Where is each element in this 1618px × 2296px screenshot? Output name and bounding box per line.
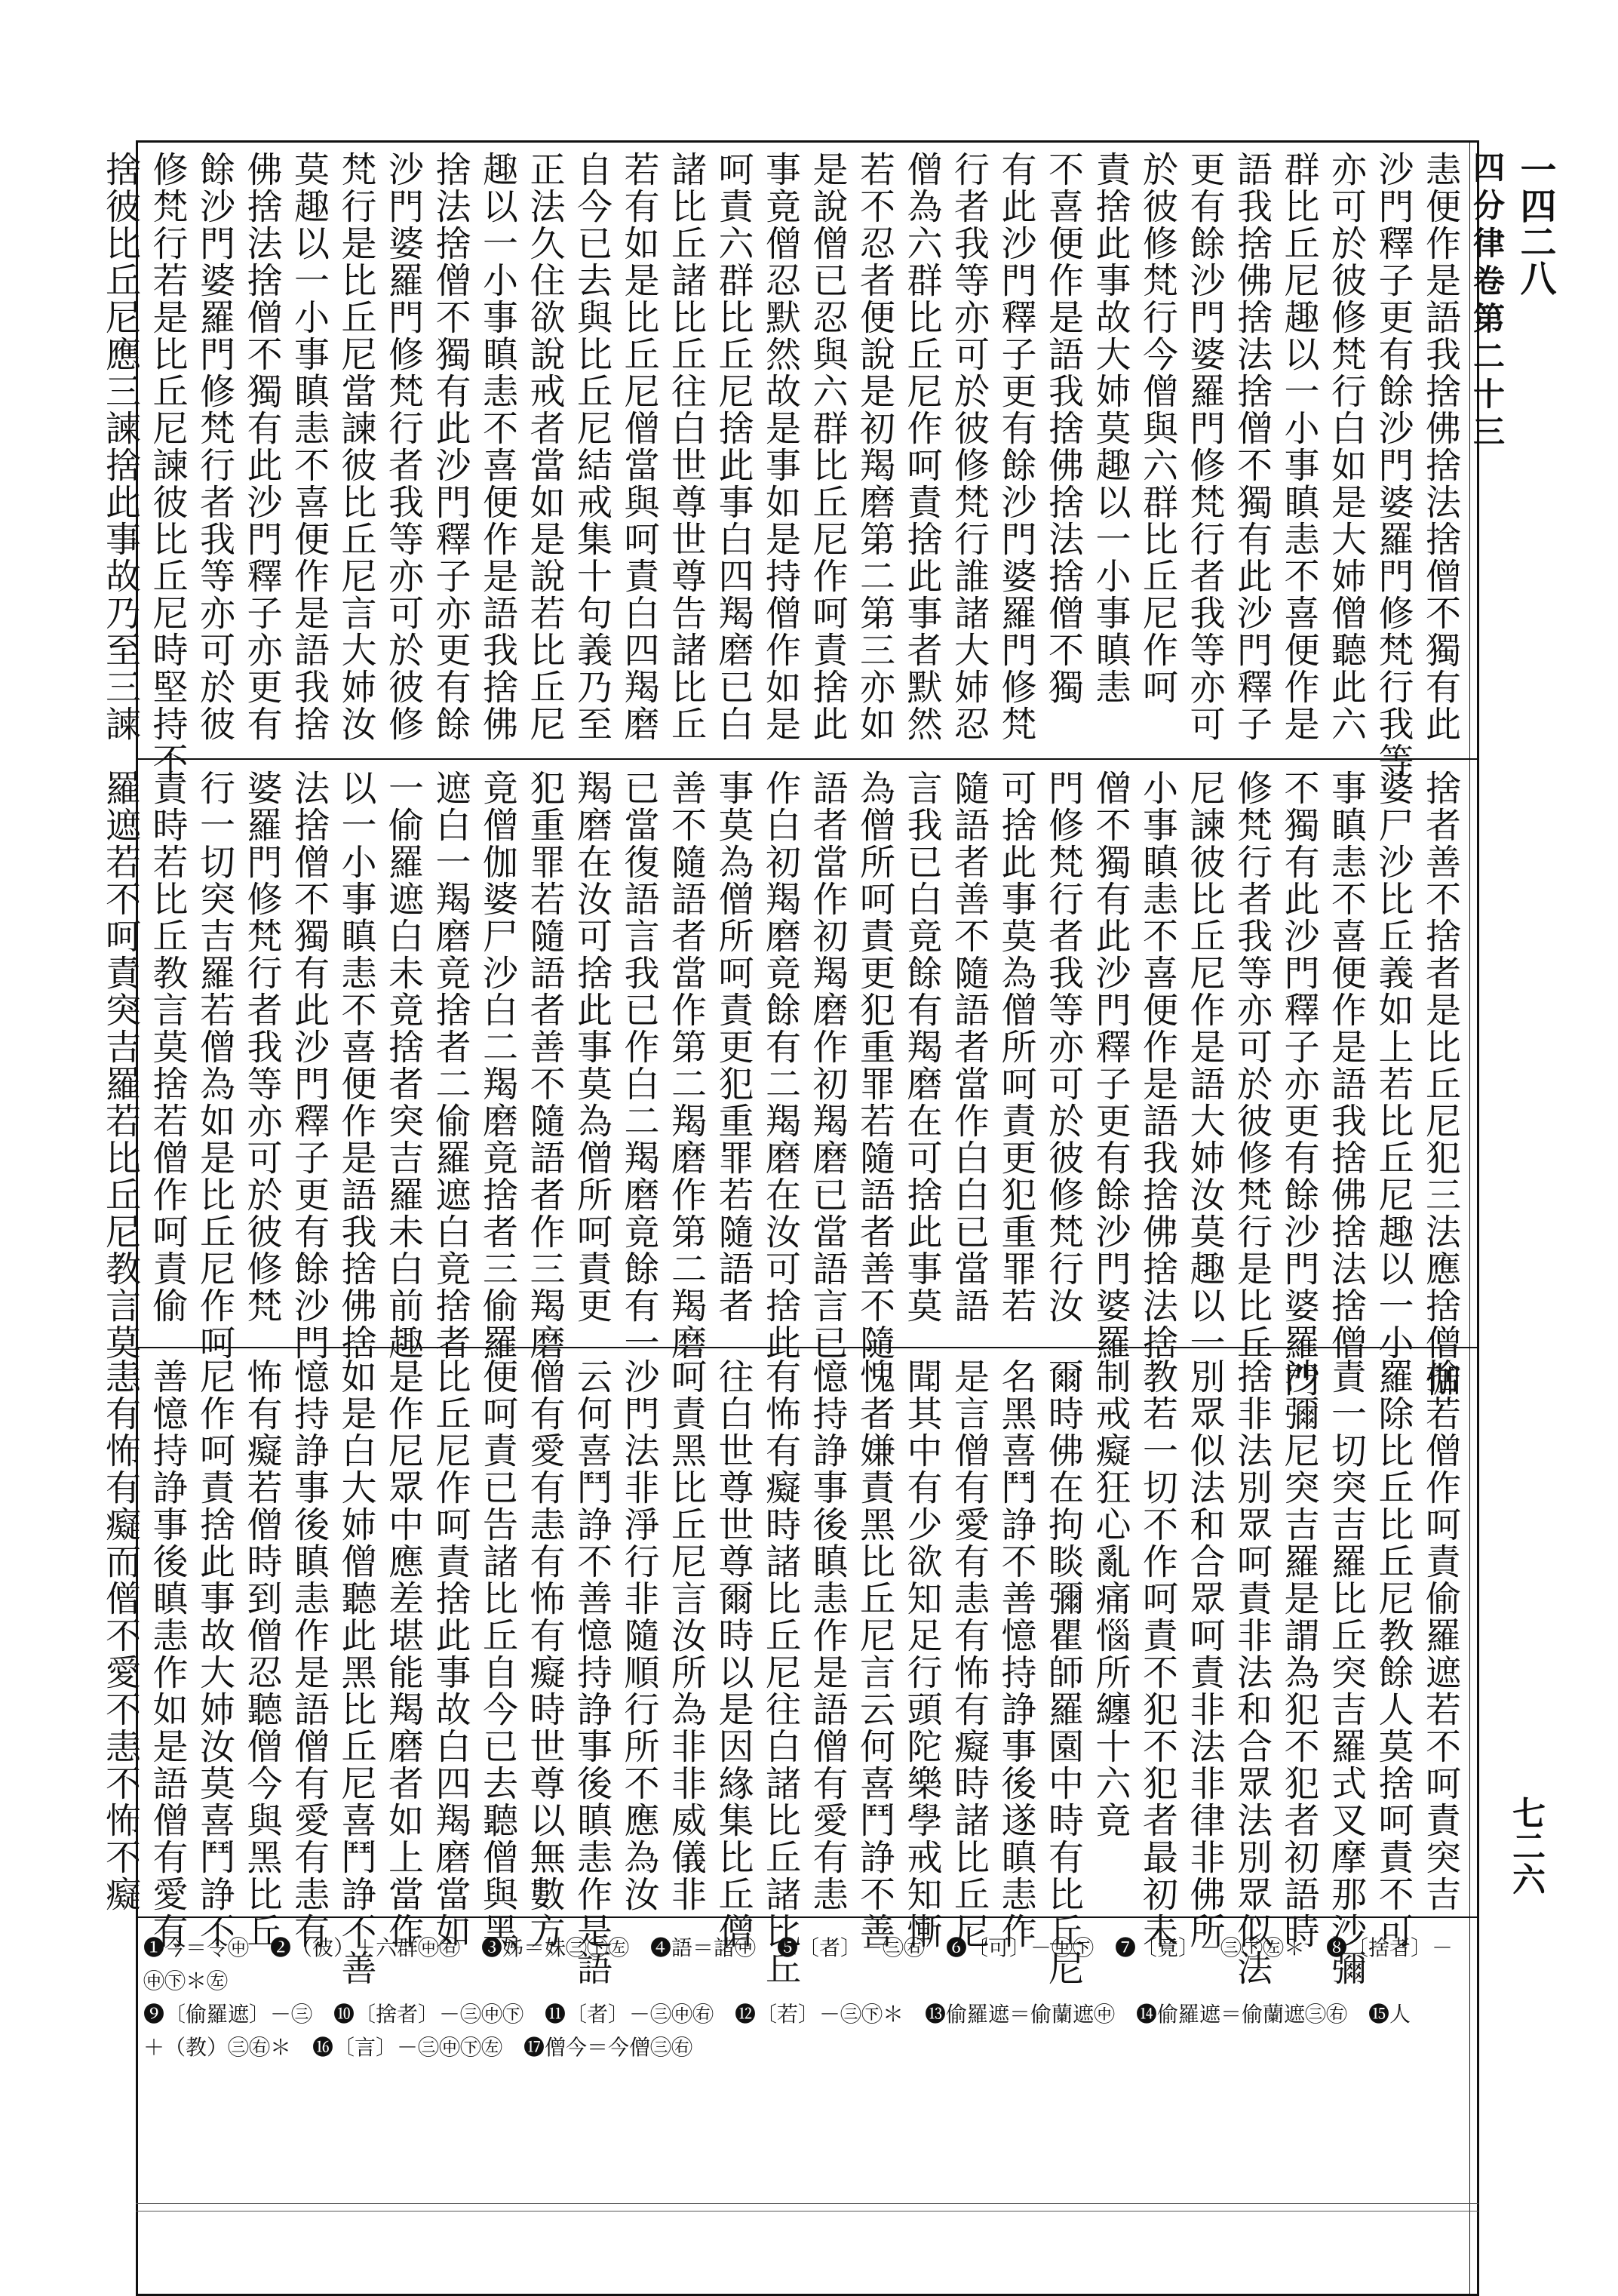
section-bottom-text: 捨若僧作呵責偷羅遮若不呵責突吉 羅除比丘比丘尼教餘人莫捨呵責不可 責一切突吉羅比丘突吉羅式叉摩那沙彌 沙彌尼突吉羅是謂為犯不犯者初語時 捨非法別眾呵責非法和合眾法別眾似法 別眾似法和合眾呵責非法非律非佛所 教若一切不作呵責不犯不犯者最初未 制戒癡狂心亂痛惱所纏十六竟 爾時佛在拘睒彌瞿師羅園中時有比丘尼 名黑喜鬥諍不善憶持諍事後遂瞋恚作 是言僧有愛有恚有怖有癡時諸比丘尼 聞其中有少欲知足行頭陀樂學戒知慚 愧者嫌責黑比丘尼言云何喜鬥諍不善 憶持諍事後瞋恚作是語僧有愛有恚 有怖有癡時諸比丘尼往白諸比丘諸比丘 往白世尊世尊爾時以是因緣集比丘僧 呵責黑比丘尼言汝所為非非威儀非 沙門法非淨行非隨順行所不應為汝 云何喜鬥諍不善憶持諍事後瞋恚作是語 僧有愛有恚有怖有癡時世尊以無數方 便呵責已告諸比丘自今已去聽僧與黑 比丘尼作呵責捨此事故白四羯磨當如 是作尼眾中應差堪能羯磨者如上當作 如是白大姉僧聽此黑比丘尼喜鬥諍不善 憶持諍事後瞋恚作是語僧有愛有恚有 怖有癡若僧時到僧忍聽僧今與黑比丘 尼作呵責捨此事故大姉汝莫喜鬥諍不 善憶持諍事後瞋恚作如是語僧有愛有 恚有怖有癡而僧不愛不恚不怖不癡 — [100, 1358, 1461, 1987]
notes-divider — [136, 1916, 1478, 1918]
page-reference: 七二六 — [1506, 1796, 1545, 1895]
section-divider-1 — [136, 758, 1478, 760]
chapter-title: 四分律卷第二十三 — [1469, 151, 1506, 453]
outer-right-border — [1477, 140, 1479, 2296]
footer-rule-1 — [136, 2203, 1478, 2204]
text-section-bottom — [100, 1358, 1463, 1987]
running-header — [1469, 151, 1561, 453]
section-divider-2 — [136, 1347, 1478, 1348]
section-middle-text: 捨者善不捨者是比丘尼犯三法應捨僧伽 婆尸沙比丘義如上若比丘尼趣以一小 事瞋恚不喜便作是語我捨佛捨法捨僧 不獨有此沙門釋子亦更有餘沙門婆羅門 修梵行者我等亦可於彼修梵行是比丘 尼諫彼比丘尼作是語大姉汝莫趣以一 小事瞋恚不喜便作是語我捨佛捨法捨 僧不獨有此沙門釋子更有餘沙門婆羅 門修梵行者我等亦可於彼修梵行汝 可捨此事莫為僧所呵責更犯重罪若 隨語者善不隨語者當作白白已當語 言我已白竟餘有羯磨在可捨此事莫 為僧所呵責更犯重罪若隨語者善不隨 語者當作初羯磨作初羯磨已當語言已 作白初羯磨竟餘有二羯磨在汝可捨此 事莫為僧所呵責更犯重罪若隨語者 善不隨語者當作第二羯磨作第二羯磨 已當復語言我已作白二羯磨竟餘有一 羯磨在汝可捨此事莫為僧所呵責更 犯重罪若隨語者善不隨語者作三羯磨 竟僧伽婆尸沙白二羯磨竟捨者三偷羅 遮白一羯磨竟捨者二偷羅遮白竟捨者 一偷羅遮白未竟捨者突吉羅未白前趣 以一小事瞋恚不喜便作是語我捨佛捨 法捨僧不獨有此沙門釋子更有餘沙門 婆羅門修梵行者我等亦可於彼修梵 行一切突吉羅若僧為如是比丘尼作呵 責時若比丘教言莫捨若僧作呵責偷 羅遮若不呵責突吉羅若比丘尼教言莫 — [100, 770, 1461, 1398]
text-section-middle — [100, 770, 1463, 1398]
footnotes: ❶今＝令㊥ ❷（彼）＋六群㊥㊨ ❸姊＝妹㊂㊦㊧ ❹語＝諸㊥ ❺〔者〕－㊂㊨ ❻〔可〕－㊥㊦ ❼〔竟〕－㊂㊦㊧＊ ❽〔捨者〕－㊥㊦＊㊧ ❾〔偷羅遮〕－㊂ ❿〔捨者〕－㊂㊥㊦ ⓫〔者〕－㊂㊥㊨ ⓬〔若〕－㊂㊦＊ ⓭偷羅遮＝偷蘭遮㊥ ⓮偷羅遮＝偷蘭遮㊂㊨ ⓯人 ＋（教）㊂㊨＊ ⓰〔言〕－㊂㊥㊦㊧ ⓱僧今＝今僧㊂㊨ — [143, 1935, 1454, 2060]
text-section-top — [100, 151, 1463, 779]
page-number: 一四二八 — [1514, 151, 1556, 296]
outer-top-border — [136, 140, 1478, 143]
section-top-text: 恚便作是語我捨佛捨法捨僧不獨有此 沙門釋子更有餘沙門婆羅門修梵行我等 亦可於彼修梵行白如是大姉僧聽此六 群比丘尼趣以一小事瞋恚不喜便作是 語我捨佛捨法捨僧不獨有此沙門釋子 更有餘沙門婆羅門修梵行者我等亦可 於彼修梵行今僧與六群比丘尼作呵 責捨此事故大姉莫趣以一小事瞋恚 不喜便作是語我捨佛捨法捨僧不獨 有此沙門釋子更有餘沙門婆羅門修梵 行者我等亦可於彼修梵行誰諸大姉忍 僧為六群比丘尼作呵責捨此事者默然 若不忍者便說是初羯磨第二第三亦如 是說僧已忍與六群比丘尼作呵責捨此 事竟僧忍默然故是事如是持僧作如是 呵責六群比丘尼捨此事白四羯磨已白 諸比丘諸比丘往白世尊世尊告諸比丘 若有如是比丘尼僧當與呵責白四羯磨 自今已去與比丘尼結戒集十句義乃至 正法久住欲說戒者當如是說若比丘尼 趣以一小事瞋恚不喜便作是語我捨佛 捨法捨僧不獨有此沙門釋子亦更有餘 沙門婆羅門修梵行者我等亦可於彼修 梵行是比丘尼當諫彼比丘尼言大姉汝 莫趣以一小事瞋恚不喜便作是語我捨 佛捨法捨僧不獨有此沙門釋子亦更有 餘沙門婆羅門修梵行者我等亦可於彼 修梵行若是比丘尼諫彼比丘尼時堅持不 捨彼比丘尼應三諫捨此事故乃至三諫 — [100, 151, 1461, 779]
